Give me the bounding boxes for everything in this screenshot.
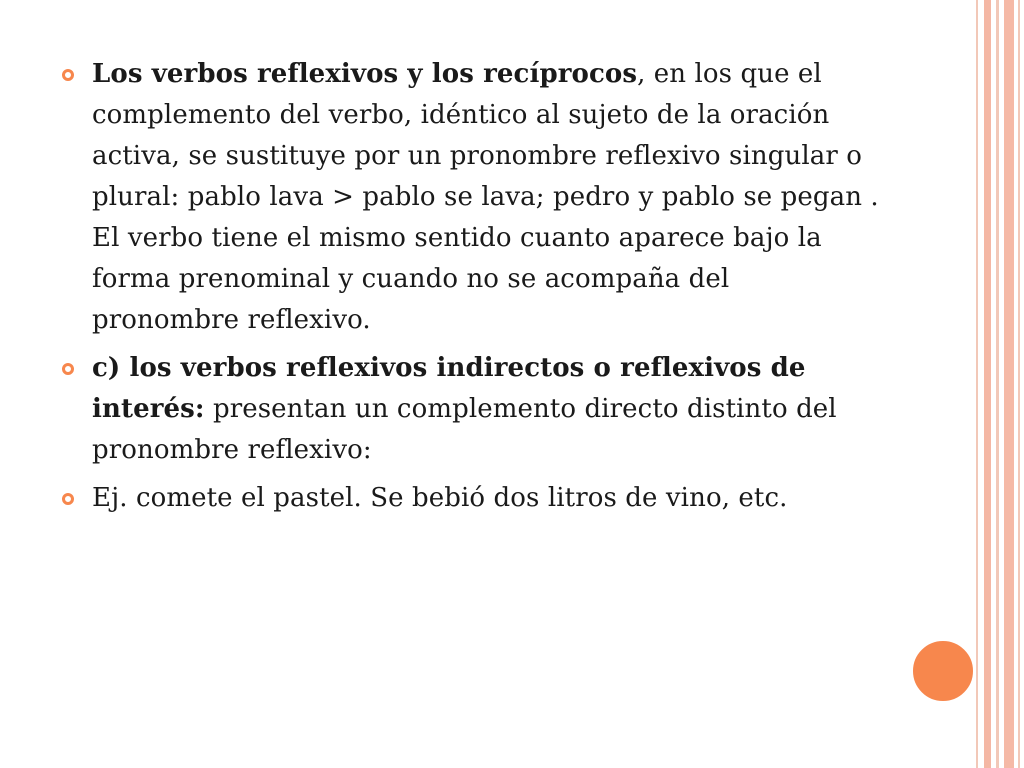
border-stripe [1018, 0, 1020, 768]
bullet-bold-text: Los verbos reflexivos y los recíprocos [92, 59, 638, 89]
border-stripe [1004, 0, 1014, 768]
bullet-text: presentan un complemento directo distinto del pronombre reflexivo: [92, 394, 837, 465]
border-stripe [984, 0, 991, 768]
border-stripe [976, 0, 978, 768]
bullet-item-reciprocos [62, 54, 882, 341]
bullet-text: , en los que el complemento del verbo, idéntico al sujeto de la oración activa, se sustituye por un pronombre reflexivo singular o plural: pablo lava > pablo se lava; pedro y pablo se pegan . El verbo tiene el mismo sentido cuanto aparece bajo la forma prenominal y cuando no se acompaña del pronombre reflexivo. [92, 59, 879, 335]
border-stripe [996, 0, 999, 768]
bullet-icon [62, 363, 74, 375]
bullet-item-ejemplo [62, 478, 882, 519]
orange-circle-decoration-icon [910, 638, 976, 704]
bullet-text: Ej. comete el pastel. Se bebió dos litros de vino, etc. [92, 483, 788, 513]
bullet-icon [62, 69, 74, 81]
slide-body [62, 54, 882, 526]
bullet-bold-text: c) los verbos reflexivos indirectos o reflexivos de interés: [92, 353, 806, 424]
bullet-icon [62, 493, 74, 505]
bullet-item-indirectos [62, 348, 882, 471]
